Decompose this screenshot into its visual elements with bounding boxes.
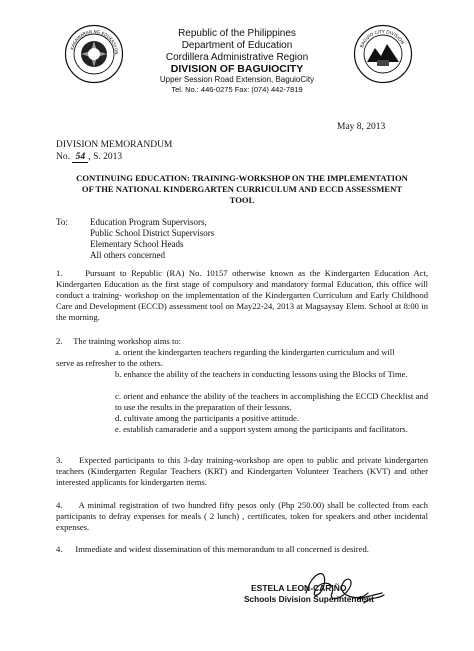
signatory-title: Schools Division Superintendent <box>244 594 374 604</box>
header-region: Cordillera Administrative Region <box>165 52 309 63</box>
memo-title <box>56 173 428 206</box>
recipient-list <box>90 217 214 261</box>
header-contact: Tel. No.: 446-0275 Fax: (074) 442-7819 <box>171 85 303 94</box>
recipient-item: All others concerned <box>90 250 165 260</box>
aim-b: b. enhance the ability of the teachers in conducting lessons using the Blocks of Time. <box>115 369 408 379</box>
memo-number: 54 <box>72 152 88 163</box>
paragraph-5: 4. Immediate and widest dissemination of this memorandum to all concerned is desired. <box>56 544 369 554</box>
paragraph-3: 3. Expected participants to this 3-day training-workshop are open to public and private kindergarten teachers (Kindergarten Regular Teachers (KRT) and Kindergarten Volunteer Teachers (KVT) and other interested applicants for kindergarten items. <box>56 455 428 487</box>
recipient-item: Public School District Supervisors <box>90 228 215 238</box>
right-seal-text: BAGUIO CITY DIVISION <box>359 29 405 49</box>
left-seal-text: KAGAWARAN NG EDUKASYON <box>69 28 120 55</box>
aim-a-cont: serve as refresher to the others. <box>56 358 163 368</box>
memo-label: DIVISION MEMORANDUM <box>56 140 173 150</box>
header-country: Republic of the Philippines <box>178 28 296 39</box>
aim-e: e. establish camaraderie and a support system among the participants and facilitators. <box>115 424 408 434</box>
memo-number-prefix: No. <box>56 152 70 162</box>
memo-series: , S. 2013 <box>88 152 123 162</box>
signatory-name: ESTELA LEON-CARIÑO <box>251 583 347 593</box>
memo-date: May 8, 2013 <box>337 122 386 132</box>
to-label: To: <box>56 217 68 227</box>
aim-c: c. orient and enhance the ability of the teachers in accomplishing the ECCD Checklist and to use the results in the preparation of their lessons. <box>115 391 428 412</box>
header-department: Department of Education <box>181 40 293 51</box>
recipient-item: Elementary School Heads <box>90 239 184 249</box>
memo-title-line3: TOOL <box>229 195 255 205</box>
paragraph-1: 1. Pursuant to Republic (RA) No. 10157 otherwise known as the Kindergarten Education Act, Kindergarten Education as the first stage of compulsory and mandatory formal Education, this office will conduct a training- workshop on the implementation of the Kindergarten Curriculum and Early Childhood Care and Development (ECCD) assessment tool on May22-24, 2013 at Magsaysay Elem. School at 8:00 in the morning. <box>56 268 428 322</box>
paragraph-2-intro: 2. The training workshop aims to: <box>56 336 182 346</box>
memo-title-line2: OF THE NATIONAL KINDERGARTEN CURRICULUM AND ECCD ASSESSMENT <box>81 184 403 194</box>
header-division: DIVISION OF BAGUIOCITY <box>170 63 304 75</box>
memo-title-line1: CONTINUING EDUCATION: TRAINING-WORKSHOP ON THE IMPLEMENTATION <box>76 173 408 183</box>
recipient-item: Education Program Supervisors, <box>90 217 207 227</box>
memo-number-line <box>56 152 122 163</box>
aim-d: d. cultivate among the participants a positive attitude. <box>115 413 299 423</box>
header-address: Upper Session Road Extension, BaguioCity <box>159 75 315 84</box>
paragraph-4: 4. A minimal registration of two hundred fifty pesos only (Php 250.00) shall be collected from each participants to defray expenses for meals ( 2 lunch) , certificates, token for speakers and other incidental expenses. <box>56 500 428 532</box>
aim-a: a. orient the kindergarten teachers regarding the kindergarten curriculum and will <box>115 347 395 357</box>
